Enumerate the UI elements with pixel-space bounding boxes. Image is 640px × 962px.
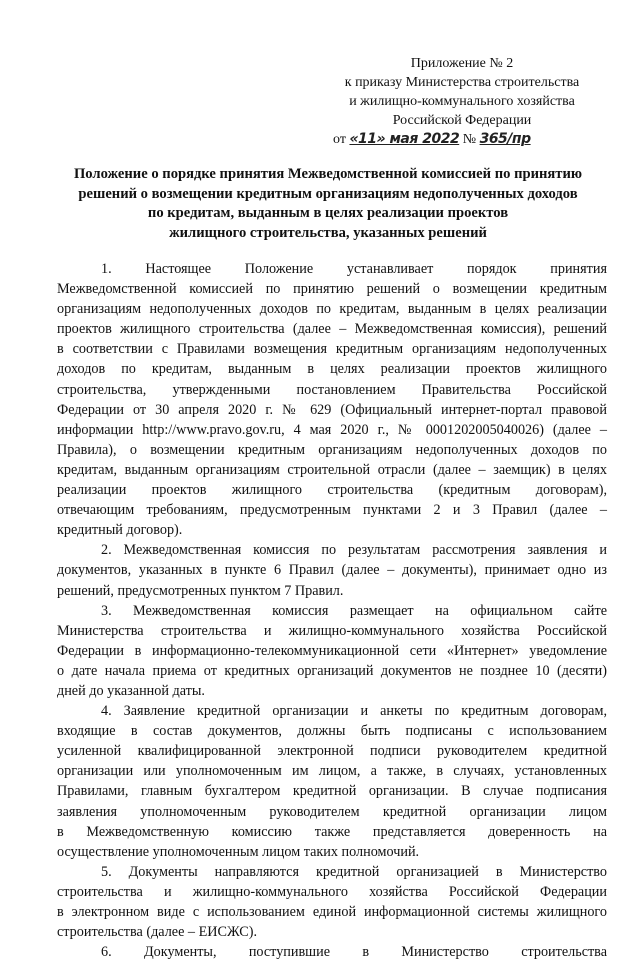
paragraph-1 bbox=[57, 259, 607, 540]
text-line: кредитный договор). bbox=[57, 522, 183, 539]
handwritten-date: «11» мая 2022 bbox=[349, 131, 460, 147]
handwritten-order-number: 365/пр bbox=[479, 131, 531, 147]
text-line: доходов по кредитам, выданным в целях реализации проектов жилищного bbox=[57, 361, 607, 378]
paragraph-4 bbox=[57, 701, 607, 862]
text-line: Федерации в информационно-телекоммуникационной сети «Интернет» уведомление bbox=[57, 642, 607, 659]
title-line: по кредитам, выданным в целях реализации проектов bbox=[147, 205, 509, 221]
title-line: жилищного строительства, указанных решений bbox=[169, 224, 487, 241]
text-line: в Межведомственную комиссию также представляется доверенность на bbox=[57, 823, 607, 840]
text-line: усиленной квалифицированной электронной подписи руководителем кредитной bbox=[57, 743, 607, 760]
order-reference: к приказу Министерства строительства bbox=[344, 75, 580, 90]
text-line: о дате начала приема от кредитных организаций документов не позднее 10 (десяти) bbox=[57, 662, 607, 679]
text-line: Межведомственной комиссией по принятию решений о возмещении кредитным bbox=[57, 281, 607, 298]
text-line: организации или уполномоченным им лицом, а также, в случаях, установленных bbox=[57, 763, 607, 780]
country-name: Российской Федерации bbox=[392, 113, 532, 128]
text-line: 6. Документы, поступившие в Министерство строительства bbox=[101, 944, 607, 961]
text-line: 1. Настоящее Положение устанавливает порядок принятия bbox=[101, 261, 607, 277]
text-line: 2. Межведомственная комиссия по результатам рассмотрения заявления и bbox=[101, 542, 607, 559]
ministry-name: и жилищно-коммунального хозяйства bbox=[349, 94, 575, 109]
paragraph-6 bbox=[57, 942, 607, 962]
text-line: кредитам, выданным организациям строительной отрасли (далее – заемщик) в целях bbox=[57, 461, 607, 478]
text-line: в соответствии с Правилами возмещения кредитным организациям недополученных bbox=[57, 341, 607, 358]
text-line: в электронном виде с использованием единой информационной системы жилищного bbox=[57, 904, 607, 920]
order-date-number bbox=[317, 130, 607, 149]
text-line: строительства (далее – ЕИСЖС). bbox=[57, 924, 258, 941]
text-line: Федерации от 30 апреля 2020 г. № 629 (Официальный интернет-портал правовой bbox=[57, 401, 607, 418]
title-line: Положение о порядке принятия Межведомственной комиссией по принятию bbox=[73, 166, 583, 182]
text-line: информации http://www.pravo.gov.ru, 4 мая 2020 г., № 0001202005040026) (далее – bbox=[57, 421, 607, 438]
number-prefix: № bbox=[462, 132, 477, 147]
title-line: решений о возмещении кредитным организациям недополученных доходов bbox=[78, 185, 578, 202]
paragraph-3 bbox=[57, 601, 607, 701]
appendix-header bbox=[317, 54, 607, 149]
text-line: документов, указанных в пункте 6 Правил (далее – документы), принимает одно из bbox=[57, 562, 607, 579]
text-line: 3. Межведомственная комиссия размещает на официальном сайте bbox=[101, 602, 607, 619]
text-line: строительства, утвержденными постановлением Правительства Российской bbox=[57, 381, 607, 398]
text-line: дней до указанной даты. bbox=[57, 682, 205, 699]
paragraph-2 bbox=[57, 540, 607, 600]
text-line: Правила), о возмещении кредитным организациям недополученных доходов по bbox=[57, 441, 607, 458]
text-line: решений, предусмотренных пунктом 7 Правил. bbox=[57, 582, 344, 599]
text-line: строительства и жилищно-коммунального хозяйства Российской Федерации bbox=[57, 883, 607, 900]
text-line: отвечающим требованиям, предусмотренным пунктами 2 и 3 Правил (далее – bbox=[57, 502, 607, 519]
text-line: 4. Заявление кредитной организации и анкеты по кредитным договорам, bbox=[101, 703, 607, 720]
text-line: 5. Документы направляются кредитной организацией в Министерство bbox=[101, 863, 607, 880]
text-line: реализации проектов жилищного строительства (кредитным договорам), bbox=[57, 482, 607, 499]
text-line: Министерства строительства и жилищно-коммунального хозяйства Российской bbox=[57, 622, 607, 639]
text-line: Правилами, главным бухгалтером кредитной организации. В случае подписания bbox=[57, 783, 607, 800]
document-title bbox=[58, 165, 598, 243]
text-line: проектов жилищного строительства (далее – Межведомственная комиссия), решений bbox=[57, 321, 607, 338]
date-prefix: от bbox=[333, 132, 346, 147]
appendix-number: Приложение № 2 bbox=[410, 56, 514, 71]
text-line: входящие в состав документов, должны быть подписаны с использованием bbox=[57, 723, 607, 740]
text-line: заявления уполномоченным руководителем кредитной организации лицом bbox=[57, 803, 607, 820]
text-line: осуществление уполномоченным лицом таких полномочий. bbox=[57, 843, 420, 860]
paragraph-5 bbox=[57, 862, 607, 942]
text-line: организациям недополученных доходов по кредитам, выданным в целях реализации bbox=[57, 301, 607, 318]
document-body bbox=[57, 259, 607, 962]
